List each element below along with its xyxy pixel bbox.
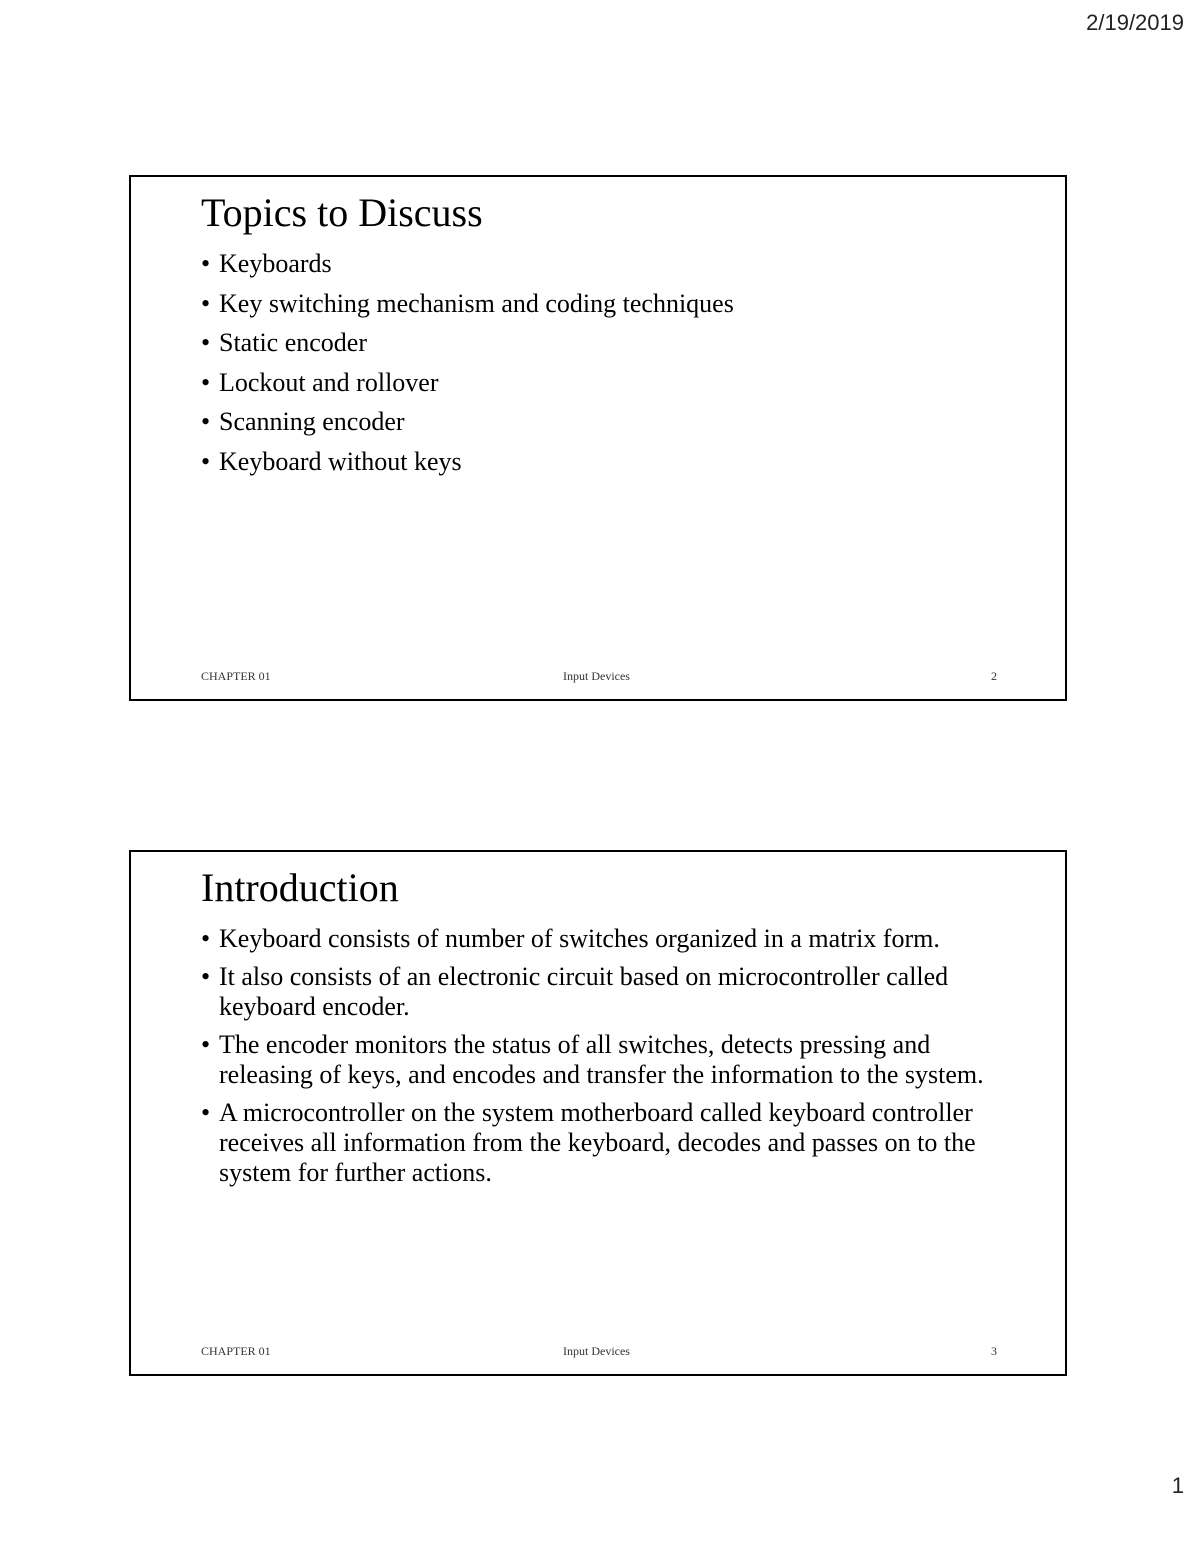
bullet-list [201, 249, 1005, 486]
footer-topic: Input Devices [563, 1344, 630, 1358]
slide-footer [201, 1344, 997, 1360]
slide-introduction [129, 850, 1067, 1376]
slide-title: Introduction [201, 865, 399, 910]
slide-topics [129, 175, 1067, 701]
page-number: 1 [1171, 1473, 1184, 1498]
list-item: • Lockout and rollover [201, 368, 1005, 398]
slide-footer [201, 669, 997, 685]
footer-slide-number: 3 [991, 1344, 997, 1358]
list-item: • The encoder monitors the status of all switches, detects pressing and releasing of keys, and encodes and transfer the information to the system. [201, 1030, 1005, 1090]
list-item: • It also consists of an electronic circuit based on microcontroller called keyboard encoder. [201, 962, 1005, 1022]
list-item: • Keyboard consists of number of switches organized in a matrix form. [201, 924, 1005, 954]
footer-topic: Input Devices [563, 669, 630, 683]
list-item: • Static encoder [201, 328, 1005, 358]
slide-title: Topics to Discuss [201, 190, 483, 235]
list-item: • Keyboard without keys [201, 447, 1005, 477]
bullet-list [201, 924, 1005, 1196]
list-item: • A microcontroller on the system motherboard called keyboard controller receives all information from the keyboard, decodes and passes on to the system for further actions. [201, 1098, 1005, 1188]
footer-chapter: CHAPTER 01 [201, 1344, 271, 1358]
footer-chapter: CHAPTER 01 [201, 669, 271, 683]
list-item: • Scanning encoder [201, 407, 1005, 437]
list-item: • Keyboards [201, 249, 1005, 279]
page-date: 2/19/2019 [1086, 10, 1184, 35]
list-item: • Key switching mechanism and coding techniques [201, 289, 1005, 319]
footer-slide-number: 2 [991, 669, 997, 683]
